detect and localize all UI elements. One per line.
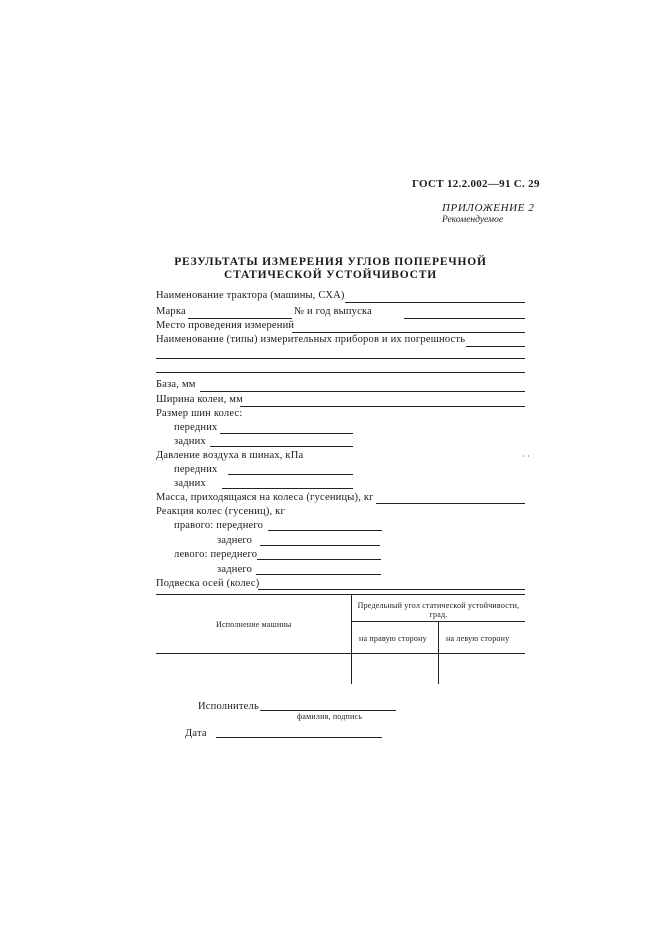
right-rear-field[interactable] (260, 545, 380, 546)
place-field[interactable] (292, 332, 525, 333)
right-rear-label: заднего (217, 535, 253, 546)
left-front-label: левого: переднего (174, 549, 258, 560)
instruments-field-2[interactable] (156, 358, 525, 359)
pressure-front-label: передних (174, 464, 218, 475)
number-year-field[interactable] (404, 318, 525, 319)
suspension-label: Подвеска осей (колес) (156, 578, 260, 589)
mass-field[interactable] (376, 503, 525, 504)
date-field[interactable] (216, 737, 382, 738)
number-year-label: № и год выпуска (294, 306, 372, 317)
recommended-label: Рекомендуемое (442, 215, 504, 225)
name-sign-caption: фамилия, подпись (297, 712, 363, 721)
stray-mark: · · (522, 452, 530, 461)
pressure-rear-field[interactable] (222, 488, 353, 489)
date-label: Дата (185, 728, 207, 739)
right-front-field[interactable] (268, 530, 382, 531)
mass-label: Масса, приходящаяся на колеса (гусеницы), кг (156, 492, 374, 503)
reaction-label: Реакция колес (гусениц), кг (156, 506, 285, 517)
base-label: База, мм (156, 379, 196, 390)
appendix-label: ПРИЛОЖЕНИЕ 2 (442, 202, 535, 214)
col-right-header: на правую сторону (359, 634, 427, 643)
col-left-header: на левую сторону (446, 634, 510, 643)
instruments-label: Наименование (типы) измерительных приборов и их погрешность (156, 334, 466, 345)
left-front-field[interactable] (257, 559, 381, 560)
left-rear-field[interactable] (256, 574, 381, 575)
instruments-field[interactable] (466, 346, 525, 347)
tire-rear-field[interactable] (210, 446, 353, 447)
pressure-front-field[interactable] (228, 474, 353, 475)
tire-front-field[interactable] (220, 433, 353, 434)
executor-label: Исполнитель (198, 701, 259, 712)
executor-field[interactable] (260, 710, 396, 711)
brand-field[interactable] (188, 318, 292, 319)
right-front-label: правого: переднего (174, 520, 264, 531)
gost-header: ГОСТ 12.2.002—91 С. 29 (412, 178, 540, 190)
pressure-rear-label: задних (174, 478, 206, 489)
page-title-line2: СТАТИЧЕСКОЙ УСТОЙЧИВОСТИ (224, 269, 437, 281)
tire-rear-label: задних (174, 436, 206, 447)
suspension-field[interactable] (258, 589, 525, 590)
tire-size-label: Размер шин колес: (156, 408, 243, 419)
air-pressure-label: Давление воздуха в шинах, кПа (156, 450, 304, 461)
left-rear-label: заднего (217, 564, 253, 575)
track-label: Ширина колеи, мм (156, 394, 243, 405)
tractor-name-field[interactable] (345, 302, 525, 303)
table-header-bottom (156, 653, 525, 654)
base-field[interactable] (200, 391, 525, 392)
tire-front-label: передних (174, 422, 218, 433)
tractor-name-label: Наименование трактора (машины, СХА) (156, 290, 345, 301)
col-angle-header: Предельный угол статической устойчивости, град. (357, 601, 520, 619)
page-title-line1: РЕЗУЛЬТАТЫ ИЗМЕРЕНИЯ УГЛОВ ПОПЕРЕЧНОЙ (174, 256, 487, 268)
instruments-field-3[interactable] (156, 372, 525, 373)
table-subheader-line (352, 621, 525, 622)
track-field[interactable] (240, 406, 525, 407)
brand-label: Марка (156, 306, 186, 317)
table-top-border (156, 594, 525, 595)
place-label: Место проведения измерений (156, 320, 295, 331)
col-machine-header: Исполнение машины (216, 620, 292, 629)
